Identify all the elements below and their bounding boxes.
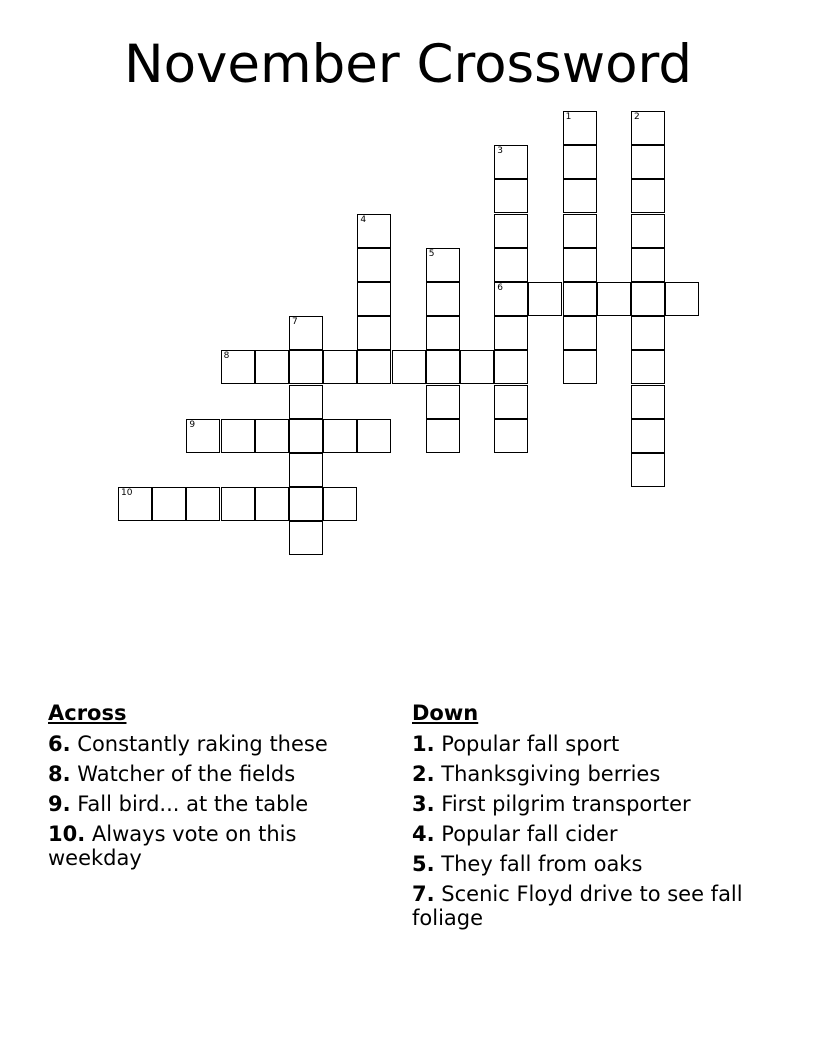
grid-cell[interactable] xyxy=(563,248,597,282)
across-clues xyxy=(48,700,388,876)
grid-cell[interactable] xyxy=(323,350,357,384)
grid-cell[interactable] xyxy=(563,282,597,316)
cell-number: 3 xyxy=(497,146,503,157)
grid-cell[interactable] xyxy=(631,419,665,453)
grid-cell[interactable] xyxy=(494,419,528,453)
grid-cell[interactable] xyxy=(426,385,460,419)
grid-cell[interactable] xyxy=(289,385,323,419)
grid-cell[interactable] xyxy=(631,248,665,282)
cell-number: 4 xyxy=(360,214,367,225)
grid-cell[interactable] xyxy=(426,316,460,350)
grid-cell[interactable] xyxy=(631,385,665,419)
clue-down-4 xyxy=(412,822,762,846)
cell-number: 1 xyxy=(565,112,572,122)
cell-number: 6 xyxy=(497,283,503,293)
grid-cell[interactable] xyxy=(392,350,426,384)
clue-text: Thanksgiving berries xyxy=(441,762,661,786)
grid-cell[interactable] xyxy=(357,316,391,350)
grid-cell[interactable] xyxy=(494,145,528,179)
grid-cell[interactable] xyxy=(528,282,562,316)
page-title: November Crossword xyxy=(123,34,693,95)
grid-cell[interactable] xyxy=(118,487,152,521)
cell-number: 2 xyxy=(634,112,640,122)
clue-across-8 xyxy=(48,762,388,786)
clue-number: 3. xyxy=(412,792,435,816)
grid-cell[interactable] xyxy=(289,453,323,487)
clue-across-10 xyxy=(48,822,388,870)
grid-cell[interactable] xyxy=(289,419,323,453)
grid-cell[interactable] xyxy=(631,214,665,248)
grid-cell[interactable] xyxy=(426,419,460,453)
grid-cell[interactable] xyxy=(255,419,289,453)
clue-down-5 xyxy=(412,852,762,876)
clue-across-6 xyxy=(48,732,388,756)
across-heading: Across xyxy=(48,701,127,725)
grid-cell[interactable] xyxy=(494,316,528,350)
grid-cell[interactable] xyxy=(597,282,631,316)
clue-text: Scenic Floyd drive to see fall foliage xyxy=(412,882,743,930)
clue-text: Popular fall cider xyxy=(441,822,618,846)
grid-cell[interactable] xyxy=(631,316,665,350)
grid-cell[interactable] xyxy=(289,350,323,384)
clue-down-2 xyxy=(412,762,762,786)
grid-cell[interactable] xyxy=(289,521,323,555)
grid-cell[interactable] xyxy=(426,350,460,384)
grid-cell[interactable] xyxy=(494,350,528,384)
grid-cell[interactable] xyxy=(357,350,391,384)
clue-number: 1. xyxy=(412,732,435,756)
cell-number: 5 xyxy=(428,248,435,259)
grid-cell[interactable] xyxy=(631,179,665,213)
grid-cell[interactable] xyxy=(563,111,597,145)
grid-cell[interactable] xyxy=(323,419,357,453)
grid-cell[interactable] xyxy=(323,487,357,521)
grid-cell[interactable] xyxy=(494,248,528,282)
grid-cell[interactable] xyxy=(221,419,255,453)
grid-cell[interactable] xyxy=(289,487,323,521)
grid-cell[interactable] xyxy=(426,282,460,316)
clue-number: 4. xyxy=(412,822,435,846)
clue-text: First pilgrim transporter xyxy=(441,792,691,816)
grid-cell[interactable] xyxy=(152,487,186,521)
grid-cell[interactable] xyxy=(460,350,494,384)
clue-down-3 xyxy=(412,792,762,816)
grid-cell[interactable] xyxy=(255,487,289,521)
grid-cell[interactable] xyxy=(221,487,255,521)
grid-cell[interactable] xyxy=(221,350,255,384)
clue-text: Watcher of the fields xyxy=(77,762,296,786)
clue-down-7 xyxy=(412,882,762,930)
grid-cell[interactable] xyxy=(494,214,528,248)
grid-cell[interactable] xyxy=(631,350,665,384)
grid-cell[interactable] xyxy=(494,282,528,316)
clue-number: 6. xyxy=(48,732,71,756)
clue-across-9 xyxy=(48,792,388,816)
grid-cell[interactable] xyxy=(426,248,460,282)
grid-cell[interactable] xyxy=(631,282,665,316)
grid-cell[interactable] xyxy=(357,248,391,282)
grid-cell[interactable] xyxy=(289,316,323,350)
grid-cell[interactable] xyxy=(357,214,391,248)
clue-number: 9. xyxy=(48,792,71,816)
grid-cell[interactable] xyxy=(563,316,597,350)
grid-cell[interactable] xyxy=(357,282,391,316)
grid-cell[interactable] xyxy=(563,350,597,384)
grid-cell[interactable] xyxy=(494,385,528,419)
clue-number: 8. xyxy=(48,762,71,786)
grid-cell[interactable] xyxy=(563,214,597,248)
cell-number: 7 xyxy=(292,317,298,328)
clue-text: Always vote on this weekday xyxy=(48,822,297,870)
clue-number: 2. xyxy=(412,762,435,786)
down-clues xyxy=(412,700,762,936)
clue-down-1 xyxy=(412,732,762,756)
grid-cell[interactable] xyxy=(357,419,391,453)
down-heading: Down xyxy=(412,701,479,725)
clue-text: Constantly raking these xyxy=(77,732,328,756)
grid-cell[interactable] xyxy=(631,145,665,179)
cell-number: 10 xyxy=(121,488,133,499)
grid-cell[interactable] xyxy=(631,111,665,145)
grid-cell[interactable] xyxy=(186,487,220,521)
cell-number: 8 xyxy=(223,351,230,362)
clue-text: They fall from oaks xyxy=(441,852,643,876)
grid-cell[interactable] xyxy=(563,145,597,179)
cell-number: 9 xyxy=(189,419,196,430)
clue-number: 7. xyxy=(412,882,435,906)
grid-cell[interactable] xyxy=(563,179,597,213)
clue-text: Popular fall sport xyxy=(441,732,620,756)
grid-cell[interactable] xyxy=(494,179,528,213)
grid-cell[interactable] xyxy=(665,282,699,316)
grid-cell[interactable] xyxy=(631,453,665,487)
grid-cell[interactable] xyxy=(186,419,220,453)
grid-cell[interactable] xyxy=(255,350,289,384)
clue-number: 5. xyxy=(412,852,435,876)
clue-text: Fall bird... at the table xyxy=(77,792,309,816)
clue-number: 10. xyxy=(48,822,86,846)
